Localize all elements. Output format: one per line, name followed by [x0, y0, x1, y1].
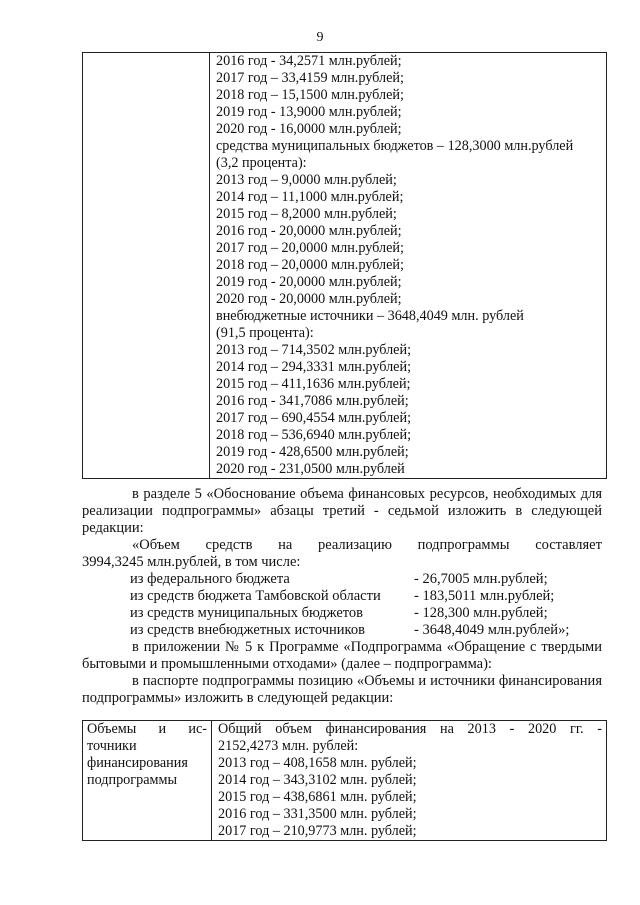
table2-left-cell	[83, 721, 212, 841]
source-row	[82, 605, 602, 622]
table1-line: средства муниципальных бюджетов – 128,3000 млн.рублей	[216, 138, 574, 154]
word: средств	[205, 537, 253, 553]
word: объем	[275, 721, 312, 737]
source-value: - 183,5011 млн.рублей;	[414, 588, 555, 604]
word: подпрограммы	[417, 537, 510, 553]
table1-line: внебюджетные источники – 3648,4049 млн. рублей	[216, 308, 524, 324]
table2-right-line: 2017 год – 210,9773 млн. рублей;	[218, 823, 417, 839]
table1-line: 2013 год – 9,0000 млн.рублей;	[216, 172, 397, 188]
table1-left-cell	[83, 53, 210, 479]
table2-left-line: финансирования	[87, 755, 188, 771]
table1-line: 2019 год - 428,6500 млн.рублей;	[216, 444, 409, 460]
table2-left-line: подпрограммы	[87, 772, 177, 788]
word: на	[278, 537, 293, 553]
word: 2020	[527, 721, 557, 737]
word: реализацию	[317, 537, 392, 553]
source-value: - 26,7005 млн.рублей;	[414, 571, 548, 587]
table2-right-line: 2152,4273 млн. рублей:	[218, 738, 359, 754]
paragraph-passport: в паспорте подпрограммы позицию «Объемы и источники финансирования подпрограммы» изложить в следующей редакции:	[82, 673, 602, 706]
word: финансирования	[325, 721, 427, 737]
source-row	[82, 622, 602, 639]
source-row	[82, 571, 602, 588]
table1-line: 2015 год – 411,1636 млн.рублей;	[216, 376, 411, 392]
table2-right-line: 2016 год – 331,3500 млн. рублей;	[218, 806, 417, 822]
table2-right-line: 2015 год – 438,6861 млн. рублей;	[218, 789, 417, 805]
table1-line: 2017 год – 33,4159 млн.рублей;	[216, 70, 404, 86]
word: Общий	[218, 721, 262, 737]
table1-line: 2017 год – 690,4554 млн.рублей;	[216, 410, 412, 426]
table1-line: 2017 год – 20,0000 млн.рублей;	[216, 240, 404, 256]
table1-line: 2016 год - 34,2571 млн.рублей;	[216, 53, 402, 69]
body-text	[82, 486, 602, 707]
table2-right-line: 2013 год – 408,1658 млн. рублей;	[218, 755, 417, 771]
source-row	[82, 588, 602, 605]
word: гг.	[570, 721, 584, 737]
word: составляет	[535, 537, 602, 553]
table1-line: 2016 год - 20,0000 млн.рублей;	[216, 223, 402, 239]
table1-line: 2013 год – 714,3502 млн.рублей;	[216, 342, 412, 358]
source-label: из федерального бюджета	[130, 571, 290, 587]
word: 2013	[467, 721, 496, 737]
table1-right-cell	[210, 53, 607, 479]
table1-line: 2015 год – 8,2000 млн.рублей;	[216, 206, 397, 222]
source-value: - 3648,4049 млн.рублей»;	[414, 622, 570, 638]
paragraph-volume-line	[82, 537, 602, 554]
table1-line: 2020 год - 231,0500 млн.рублей	[216, 461, 405, 477]
table1-line: 2014 год – 11,1000 млн.рублей;	[216, 189, 404, 205]
table1-line: (91,5 процента):	[216, 325, 314, 341]
page-number: 9	[316, 30, 324, 45]
table1-line: 2018 год – 15,1500 млн.рублей;	[216, 87, 404, 103]
table2-right-line	[218, 721, 602, 738]
source-label: из средств бюджета Тамбовской области	[130, 588, 381, 604]
source-label: из средств муниципальных бюджетов	[130, 605, 364, 621]
table1-line: 2019 год - 13,9000 млн.рублей;	[216, 104, 402, 120]
table1-line: (3,2 процента):	[216, 155, 307, 171]
funding-table-continued	[82, 52, 607, 479]
word: -	[509, 721, 515, 737]
table1-line: 2020 год - 20,0000 млн.рублей;	[216, 291, 402, 307]
table1-line: 2018 год – 20,0000 млн.рублей;	[216, 257, 404, 273]
paragraph-volume-cont: 3994,3245 млн.рублей, в том числе:	[82, 554, 301, 570]
source-label: из средств внебюджетных источников	[130, 622, 365, 638]
funding-table-new	[82, 720, 607, 841]
word: на	[440, 721, 454, 737]
paragraph-section5: в разделе 5 «Обоснование объема финансовых ресурсов, необходимых для реализации подпрограммы» абзацы третий - седьмой изложить в следующей редакции:	[82, 486, 602, 536]
word: «Объем	[132, 537, 180, 553]
word: Объемы	[87, 721, 137, 737]
table1-line: 2018 год – 536,6940 млн.рублей;	[216, 427, 412, 443]
table1-line: 2019 год - 20,0000 млн.рублей;	[216, 274, 402, 290]
table2-right-line: 2014 год – 343,3102 млн. рублей;	[218, 772, 417, 788]
source-value: - 128,300 млн.рублей;	[414, 605, 548, 621]
table1-line: 2020 год - 16,0000 млн.рублей;	[216, 121, 402, 137]
word: и	[158, 721, 167, 737]
table2-right-cell	[212, 721, 607, 841]
word: -	[597, 721, 602, 737]
table1-line: 2016 год - 341,7086 млн.рублей;	[216, 393, 409, 409]
table2-left-line: точники	[87, 738, 137, 754]
word: ис-	[188, 721, 207, 737]
table2-left-line	[87, 721, 207, 738]
paragraph-appendix5: в приложении № 5 к Программе «Подпрограмма «Обращение с твердыми бытовыми и промышленными отходами» (далее – подпрограмма):	[82, 639, 602, 672]
table1-line: 2014 год – 294,3331 млн.рублей;	[216, 359, 412, 375]
